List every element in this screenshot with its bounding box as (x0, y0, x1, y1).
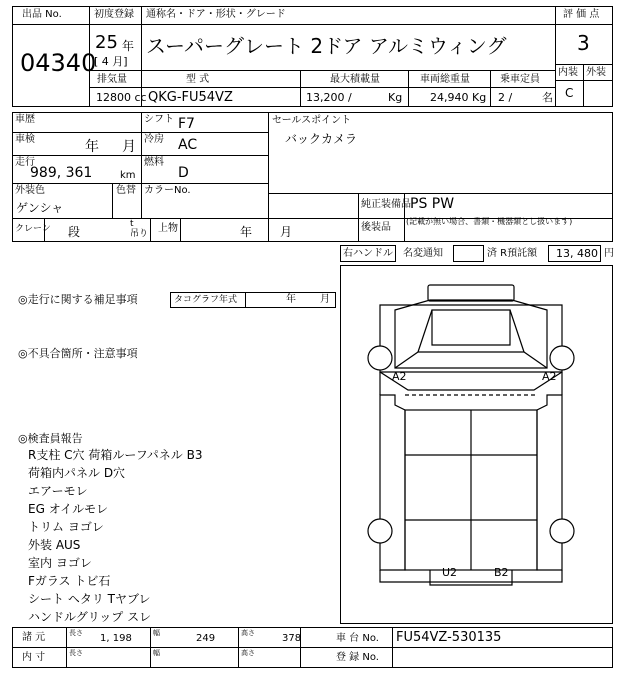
chassis-number: FU54VZ-530135 (396, 630, 502, 645)
sales-point-label: セールスポイント (272, 115, 352, 126)
registration-number-label: 登 録 No. (336, 652, 379, 663)
report-line: トリム ヨゴレ (28, 520, 104, 534)
specs-label: 諸 元 (22, 632, 46, 643)
inner-length-label: 長さ (69, 649, 83, 657)
height-label: 高さ (241, 629, 255, 637)
color-label: 外装色 (15, 185, 45, 196)
overall-score: 3 (577, 31, 590, 55)
year-unit: 年 (122, 39, 135, 53)
aftermarket-note: (記載が無い場合、書類・機器類とし扱います) (406, 217, 573, 226)
height-value: 378 (282, 633, 302, 644)
aftermarket-label: 後装品 (361, 222, 391, 233)
recycle-amount: 13, 480 (556, 247, 598, 260)
exterior-label: 外装 (586, 67, 606, 78)
inspector-report-title: ◎検査員報告 (18, 432, 83, 445)
report-line: エアーモレ (28, 484, 88, 498)
inspection-label: 車検 (15, 134, 35, 145)
report-line: 荷箱内パネル D穴 (28, 466, 126, 480)
gross-weight-value: 24,940 Kg (430, 91, 487, 104)
damage-mark-right-front: A2 (542, 370, 557, 383)
report-line: 外装 AUS (28, 538, 81, 552)
mileage-value: 989, 361 (30, 165, 93, 181)
tachograph-year: 年 (286, 294, 296, 305)
car-name: スーパーグレート 2ドア アルミウィング (146, 34, 507, 58)
report-line: ハンドルグリップ スレ (28, 610, 152, 624)
interior-label: 内装 (558, 67, 578, 78)
report-line: シート ヘタリ Tヤブレ (28, 592, 151, 606)
first-registration-label: 初度登録 (94, 9, 134, 20)
driving-notes-title: ◎走行に関する補足事項 (18, 293, 138, 306)
interior-grade: C (565, 86, 574, 100)
damage-mark-rear-right: B2 (494, 566, 509, 579)
equipment-label: 純正装備品 (361, 199, 411, 210)
recycle-label: 済 R預託額 (487, 248, 538, 259)
fuel-label: 燃料 (144, 157, 164, 168)
capacity-unit: 名 (542, 91, 553, 104)
mileage-label: 走行 (15, 157, 35, 168)
inspection-month: 月 (122, 139, 136, 155)
recycle-unit: 円 (604, 248, 614, 259)
fuel-value: D (178, 165, 189, 181)
report-line: R支柱 C穴 荷箱ルーフパネル B3 (28, 448, 203, 462)
inspector-report-list (28, 446, 202, 626)
history-label: 車歴 (15, 114, 35, 125)
displacement-value: 12800 cc (96, 91, 147, 104)
damage-mark-left-front: A2 (392, 370, 407, 383)
inner-dims-label: 内 寸 (22, 652, 46, 663)
width-value: 249 (196, 633, 216, 644)
damage-mark-rear-left: U2 (442, 566, 458, 579)
superstructure-month: 月 (280, 225, 293, 239)
score-label: 評 価 点 (563, 9, 600, 20)
name-change-label: 名変通知 (403, 248, 443, 259)
registration-year: 25 (95, 32, 118, 53)
model-label: 型 式 (186, 74, 210, 85)
defects-title: ◎不具合箇所・注意事項 (18, 347, 138, 360)
length-label: 長さ (69, 629, 83, 637)
ac-label: 冷房 (144, 134, 164, 145)
name-grade-label: 通称名・ドア・形状・グレード (146, 9, 286, 20)
length-value: 1, 198 (100, 633, 132, 644)
truck-diagram (368, 285, 574, 585)
color-value: ゲンシャ (16, 201, 64, 215)
crane-lift: t 吊り (130, 219, 149, 239)
shift-label: シフト (144, 114, 174, 125)
max-load-unit: Kg (388, 91, 403, 104)
report-line: EG オイルモレ (28, 502, 109, 516)
crane-label: クレーン (15, 224, 51, 234)
width-label: 幅 (153, 629, 160, 637)
report-line: Fガラス トビ石 (28, 574, 111, 588)
gross-weight-label: 車両総重量 (420, 74, 470, 85)
steering-side: 右ハンドル (343, 248, 393, 259)
superstructure-year: 年 (240, 225, 253, 239)
displacement-label: 排気量 (97, 74, 127, 85)
ac-value: AC (178, 137, 198, 153)
inner-width-label: 幅 (153, 649, 160, 657)
capacity-label: 乗車定員 (500, 74, 540, 85)
max-load-label: 最大積載量 (330, 74, 380, 85)
shift-value: F7 (178, 116, 195, 132)
equipment-value: PS PW (410, 196, 455, 212)
tachograph-label: タコグラフ年式 (174, 295, 238, 305)
superstructure-label: 上物 (158, 223, 178, 234)
report-line: 室内 ヨゴレ (28, 556, 92, 570)
mileage-unit: km (120, 170, 136, 181)
inner-height-label: 高さ (241, 649, 255, 657)
tachograph-month: 月 (320, 294, 330, 305)
lot-number-label: 出品 No. (22, 9, 62, 20)
lot-number: 04340 (20, 49, 97, 77)
chassis-label: 車 台 No. (336, 633, 379, 644)
model-value: QKG-FU54VZ (148, 90, 233, 105)
max-load-value: 13,200 / (306, 91, 352, 104)
capacity-value: 2 / (498, 91, 513, 104)
color-change-label: 色替 (116, 185, 136, 196)
sales-point-value: バックカメラ (285, 132, 358, 146)
inspection-year: 年 (85, 139, 99, 155)
registration-month: [ 4 月] (94, 55, 128, 68)
color-number-label: カラーNo. (144, 185, 191, 196)
crane-stage: 段 (68, 225, 81, 239)
